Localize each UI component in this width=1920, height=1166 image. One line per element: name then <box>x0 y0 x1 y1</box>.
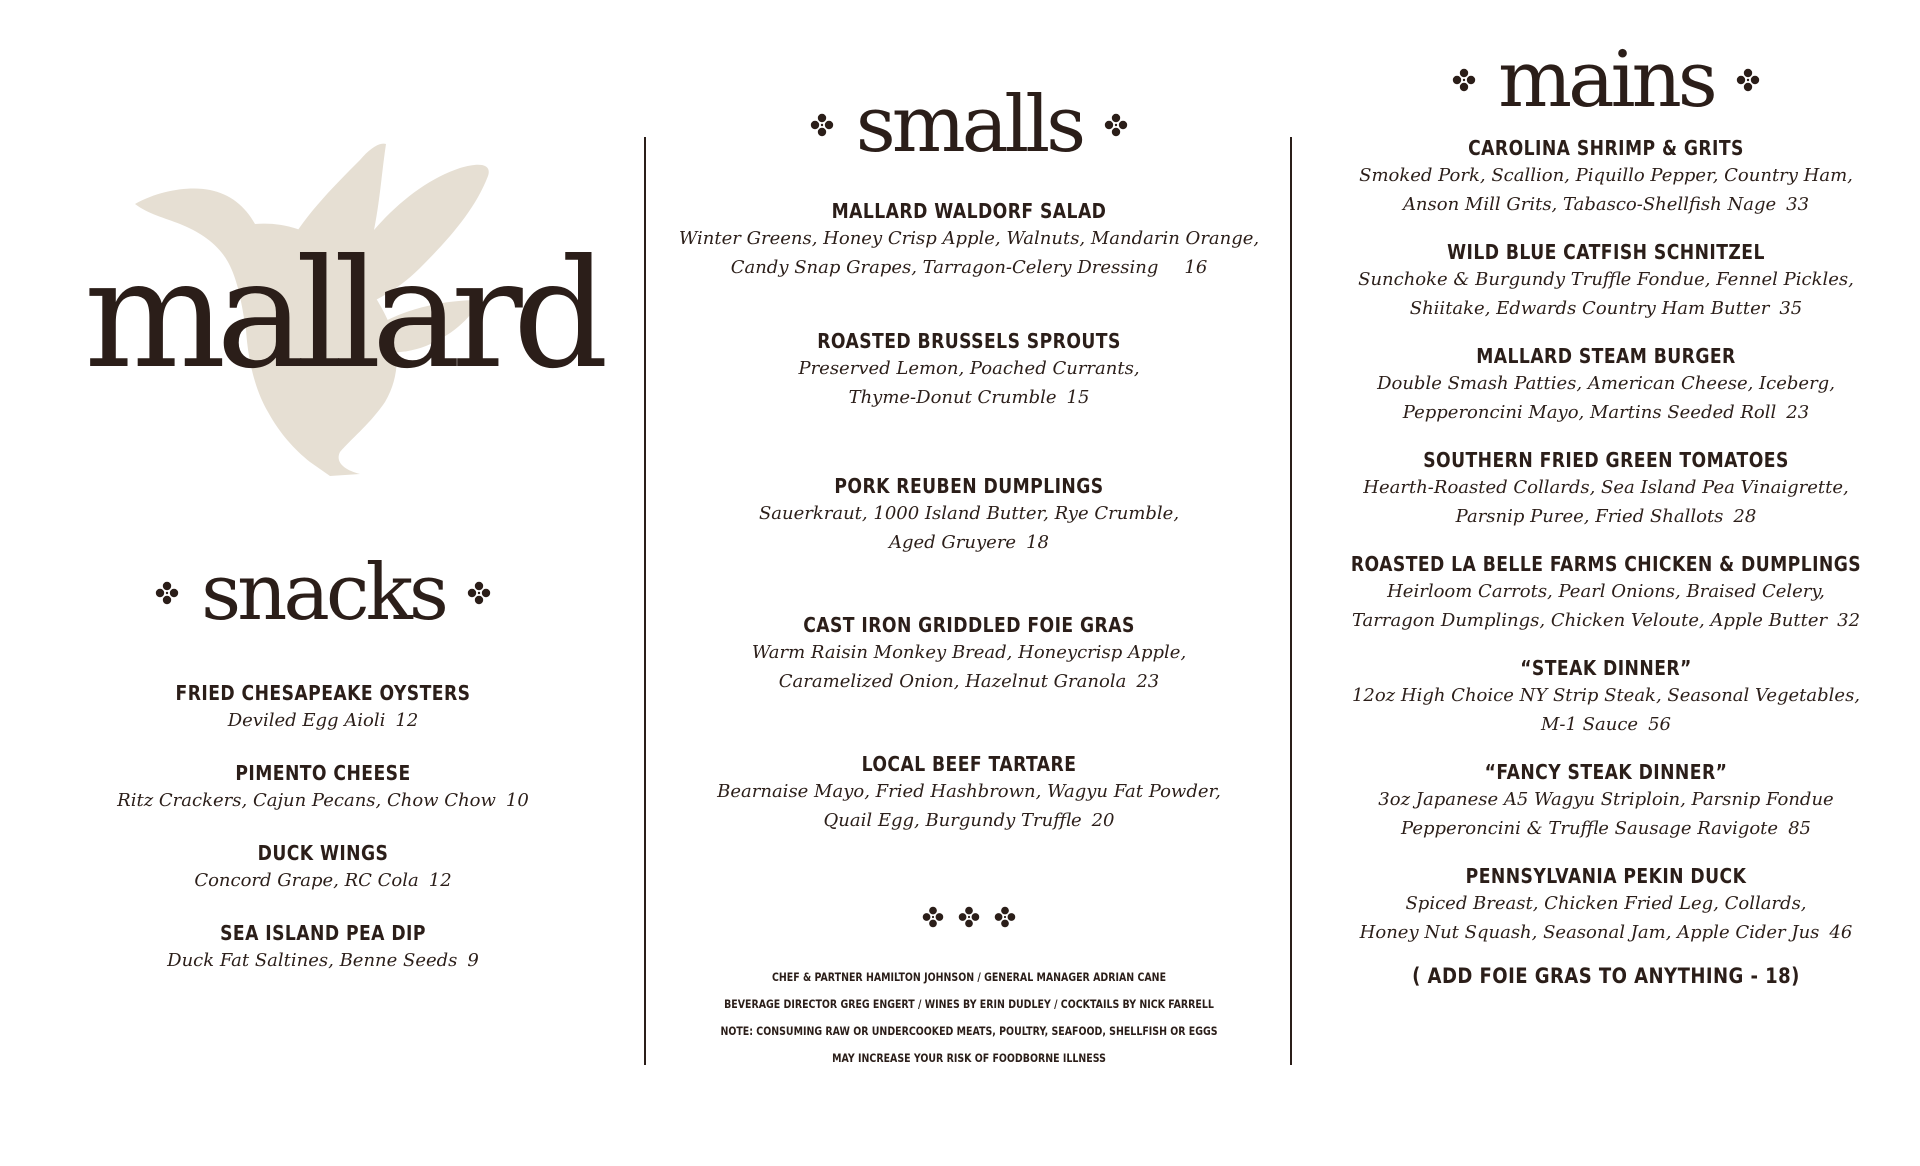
dish-description-line: Parsnip Puree, Fried Shallots 28 <box>1455 506 1757 527</box>
mains-section-title <box>1292 35 1920 125</box>
smalls-title-text: smalls <box>855 80 1083 170</box>
menu-item <box>0 920 646 975</box>
dish-description-line: Thyme-Donut Crumble 15 <box>848 387 1090 408</box>
dish-name: WILD BLUE CATFISH SCHNITZEL <box>1447 240 1765 264</box>
credit-line: BEVERAGE DIRECTOR GREG ENGERT / WINES BY ERIN DUDLEY / COCKTAILS BY NICK FARRELL <box>724 997 1214 1011</box>
dish-name: DUCK WINGS <box>257 841 389 865</box>
fleuron-icon <box>922 906 944 928</box>
health-notice-line: NOTE: CONSUMING RAW OR UNDERCOOKED MEATS, POULTRY, SEAFOOD, SHELLFISH OR EGGS <box>720 1024 1218 1038</box>
dish-description-line: Sunchoke & Burgundy Truffle Fondue, Fennel Pickles, <box>1358 269 1854 290</box>
dish-description-line: Pepperoncini Mayo, Martins Seeded Roll 23 <box>1402 402 1810 423</box>
dish-description-line: Sauerkraut, 1000 Island Butter, Rye Crumble, <box>758 503 1180 524</box>
menu-item <box>1292 759 1920 843</box>
dish-description-line: Double Smash Patties, American Cheese, Iceberg, <box>1377 373 1835 394</box>
dish-price: 32 <box>1837 610 1861 631</box>
credit-line: CHEF & PARTNER HAMILTON JOHNSON / GENERAL MANAGER ADRIAN CANE <box>771 970 1167 984</box>
snacks-list <box>0 680 646 1000</box>
dish-name: MALLARD WALDORF SALAD <box>831 199 1107 223</box>
menu-item <box>1292 343 1920 427</box>
menu-item <box>646 612 1292 696</box>
dish-price: 23 <box>1786 402 1810 423</box>
dish-price: 23 <box>1136 671 1160 692</box>
dish-name: “FANCY STEAK DINNER” <box>1484 760 1728 784</box>
dish-description-line: 3oz Japanese A5 Wagyu Striploin, Parsnip Fondue <box>1378 789 1834 810</box>
dish-description-line: Pepperoncini & Truffle Sausage Ravigote 85 <box>1401 818 1811 839</box>
dish-description: Concord Grape, RC Cola 12 <box>194 870 452 891</box>
dish-price: 9 <box>467 950 479 971</box>
restaurant-wordmark: mallard <box>84 228 599 402</box>
dish-name: SOUTHERN FRIED GREEN TOMATOES <box>1423 448 1789 472</box>
dish-price: 33 <box>1786 194 1810 215</box>
dish-name: FRIED CHESAPEAKE OYSTERS <box>175 681 471 705</box>
dish-name: ROASTED LA BELLE FARMS CHICKEN & DUMPLINGS <box>1350 552 1862 576</box>
dish-price: 12 <box>428 870 452 891</box>
dish-name: CAST IRON GRIDDLED FOIE GRAS <box>803 613 1135 637</box>
dish-description-line: Smoked Pork, Scallion, Piquillo Pepper, Country Ham, <box>1359 165 1853 186</box>
dish-price: 15 <box>1066 387 1090 408</box>
dish-description-line: Heirloom Carrots, Pearl Onions, Braised Celery, <box>1387 581 1825 602</box>
mains-list <box>1292 135 1920 989</box>
dish-name: CAROLINA SHRIMP & GRITS <box>1468 136 1744 160</box>
left-column <box>0 0 646 1166</box>
health-notice-line: MAY INCREASE YOUR RISK OF FOODBORNE ILLNESS <box>832 1051 1106 1065</box>
restaurant-logo <box>84 140 599 490</box>
dish-description: Duck Fat Saltines, Benne Seeds 9 <box>167 950 479 971</box>
staff-credits <box>646 964 1292 1072</box>
dish-price: 18 <box>1026 532 1049 553</box>
dish-name: PORK REUBEN DUMPLINGS <box>834 474 1104 498</box>
menu-item <box>646 328 1292 412</box>
fleuron-icon <box>155 581 179 605</box>
middle-column <box>646 0 1292 1166</box>
dish-description-line: Aged Gruyere 18 <box>889 532 1049 553</box>
dish-description: Ritz Crackers, Cajun Pecans, Chow Chow 10 <box>117 790 529 811</box>
dish-price: 12 <box>395 710 419 731</box>
dish-price: 85 <box>1788 818 1811 839</box>
menu-item <box>1292 239 1920 323</box>
fleuron-icon <box>810 113 834 137</box>
dish-description-line: 12oz High Choice NY Strip Steak, Seasonal Vegetables, <box>1351 685 1861 706</box>
menu-item <box>0 760 646 815</box>
right-column <box>1292 0 1920 1166</box>
menu-item <box>646 198 1292 282</box>
dish-description-line: Winter Greens, Honey Crisp Apple, Walnuts, Mandarin Orange, <box>678 228 1260 249</box>
snacks-section-title <box>0 548 646 638</box>
dish-description: Deviled Egg Aioli 12 <box>227 710 419 731</box>
fleuron-divider <box>646 906 1292 928</box>
dish-price: 35 <box>1779 298 1803 319</box>
dish-description-line: Tarragon Dumplings, Chicken Veloute, Apple Butter 32 <box>1351 610 1861 631</box>
dish-name: PIMENTO CHEESE <box>235 761 411 785</box>
dish-price: 56 <box>1648 714 1671 735</box>
dish-name: MALLARD STEAM BURGER <box>1476 344 1736 368</box>
fleuron-icon <box>994 906 1016 928</box>
fleuron-icon <box>958 906 980 928</box>
dish-description-line: Caramelized Onion, Hazelnut Granola 23 <box>778 671 1160 692</box>
dish-name: PENNSYLVANIA PEKIN DUCK <box>1465 864 1747 888</box>
dish-description-line: Preserved Lemon, Poached Currants, <box>798 358 1140 379</box>
dish-description-line: Shiitake, Edwards Country Ham Butter 35 <box>1409 298 1803 319</box>
dish-price: 46 <box>1829 922 1853 943</box>
menu-item <box>646 751 1292 835</box>
fleuron-icon <box>467 581 491 605</box>
menu-item <box>0 840 646 895</box>
menu-item <box>1292 863 1920 947</box>
dish-description-line: Spiced Breast, Chicken Fried Leg, Collards, <box>1405 893 1807 914</box>
menu-item <box>0 680 646 735</box>
dish-name: ROASTED BRUSSELS SPROUTS <box>817 329 1121 353</box>
dish-price: 10 <box>505 790 529 811</box>
dish-description-line: Warm Raisin Monkey Bread, Honeycrisp Apple, <box>751 642 1187 663</box>
add-on-note: ( ADD FOIE GRAS TO ANYTHING - 18) <box>1412 964 1800 988</box>
smalls-section-title <box>646 80 1292 170</box>
fleuron-icon <box>1104 113 1128 137</box>
dish-description-line: Anson Mill Grits, Tabasco-Shellfish Nage 33 <box>1402 194 1810 215</box>
menu-item <box>646 473 1292 557</box>
menu-item <box>1292 135 1920 219</box>
dish-price: 20 <box>1091 810 1115 831</box>
dish-description-line: Candy Snap Grapes, Tarragon-Celery Dressing 16 <box>730 257 1208 278</box>
menu-item <box>1292 447 1920 531</box>
snacks-title-text: snacks <box>201 548 445 638</box>
menu-item <box>1292 551 1920 635</box>
dish-name: LOCAL BEEF TARTARE <box>861 752 1077 776</box>
dish-name: SEA ISLAND PEA DIP <box>220 921 426 945</box>
dish-name: “STEAK DINNER” <box>1520 656 1692 680</box>
dish-description-line: Bearnaise Mayo, Fried Hashbrown, Wagyu Fat Powder, <box>717 781 1221 802</box>
mains-title-text: mains <box>1498 35 1714 125</box>
dish-description-line: Hearth-Roasted Collards, Sea Island Pea Vinaigrette, <box>1363 477 1849 498</box>
fleuron-icon <box>1452 68 1476 92</box>
dish-description-line: Quail Egg, Burgundy Truffle 20 <box>823 810 1115 831</box>
dish-price: 16 <box>1184 257 1208 278</box>
dish-description-line: M-1 Sauce 56 <box>1541 714 1671 735</box>
fleuron-icon <box>1736 68 1760 92</box>
dish-description-line: Honey Nut Squash, Seasonal Jam, Apple Cider Jus 46 <box>1359 922 1853 943</box>
menu-item <box>1292 655 1920 739</box>
dish-price: 28 <box>1733 506 1757 527</box>
